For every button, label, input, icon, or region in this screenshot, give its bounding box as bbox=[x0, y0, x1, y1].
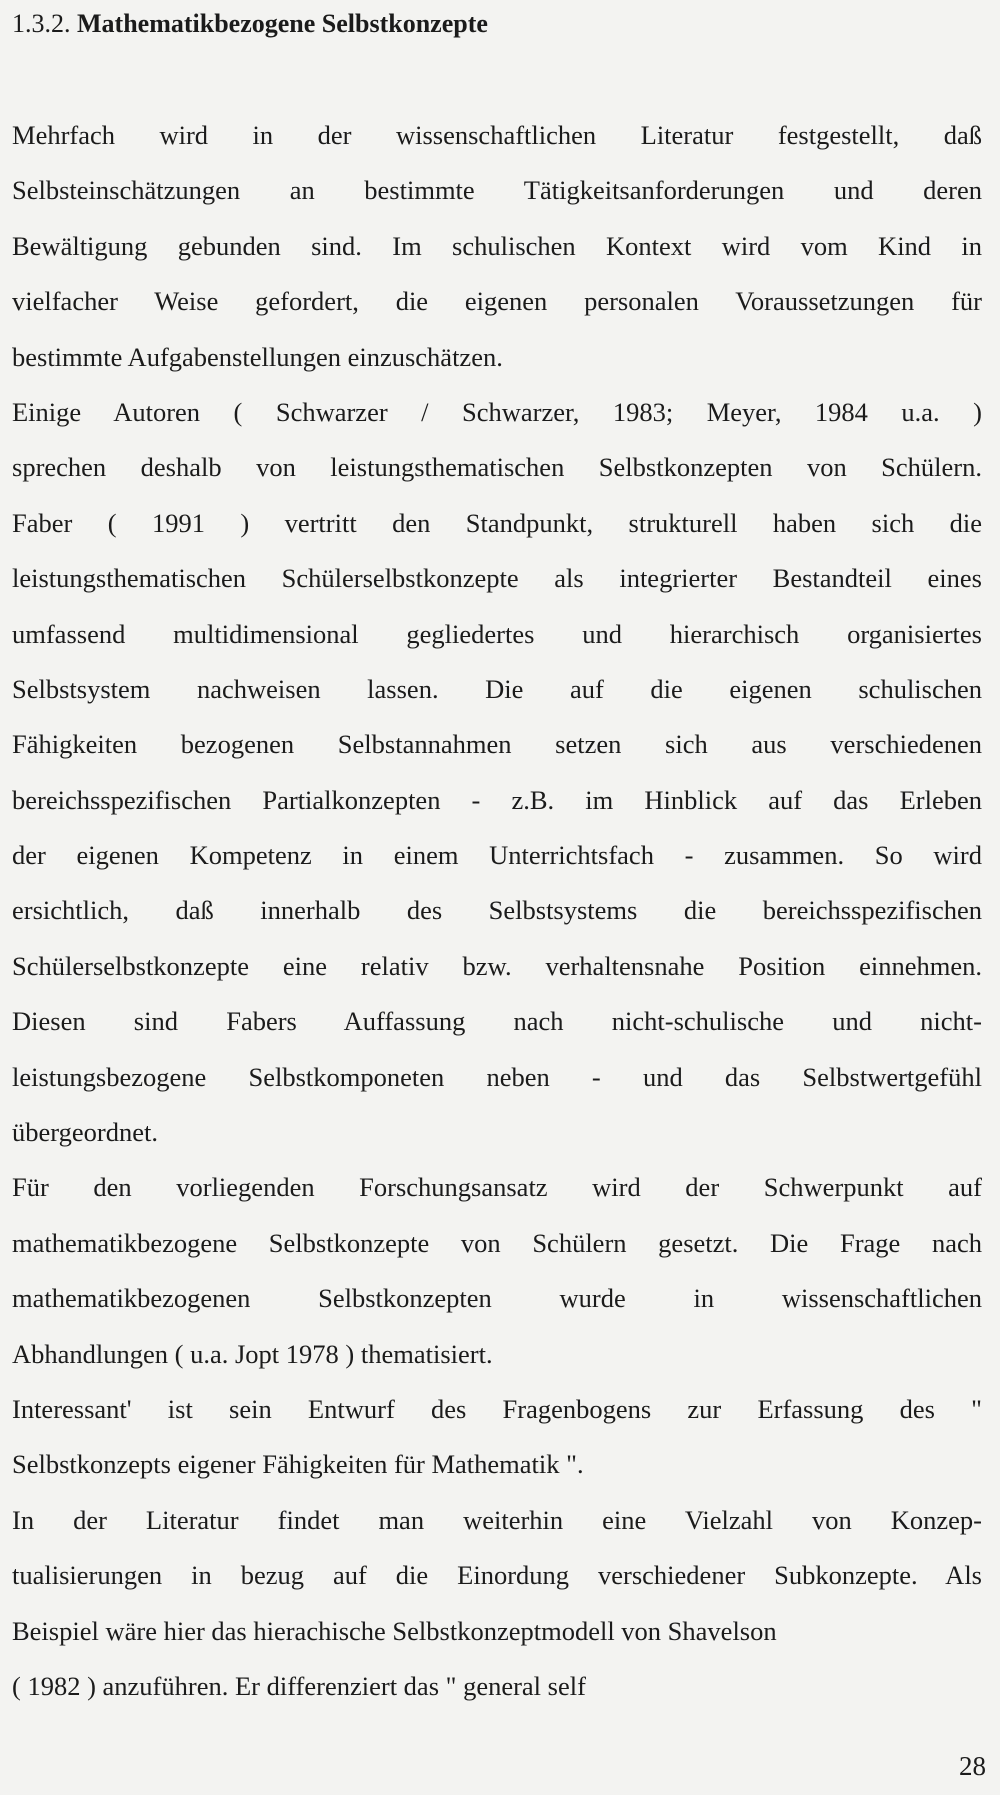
section-number: 1.3.2. bbox=[12, 9, 71, 38]
section-heading bbox=[12, 6, 488, 42]
section-title: Mathematikbezogene Selbstkonzepte bbox=[77, 9, 488, 38]
text-line: tualisierungen in bezug auf die Einordung verschiedener Subkonzepte. Als bbox=[12, 1560, 982, 1591]
text-line: sprechen deshalb von leistungsthematischen Selbstkonzepten von Schülern. bbox=[12, 452, 982, 483]
text-line: der eigenen Kompetenz in einem Unterrichtsfach - zusammen. So wird bbox=[12, 840, 982, 871]
text-line: leistungsbezogene Selbstkomponeten neben - und das Selbstwertgefühl bbox=[12, 1061, 982, 1092]
text-line: übergeordnet. bbox=[12, 1117, 158, 1148]
text-line: Einige Autoren ( Schwarzer / Schwarzer, 1983; Meyer, 1984 u.a. ) bbox=[12, 396, 982, 427]
text-line: bereichsspezifischen Partialkonzepten - z.B. im Hinblick auf das Erleben bbox=[12, 784, 982, 815]
text-line: Fähigkeiten bezogenen Selbstannahmen setzen sich aus verschiedenen bbox=[12, 729, 982, 760]
page-number: 28 bbox=[959, 1751, 986, 1781]
text-line: Schülerselbstkonzepte eine relativ bzw. verhaltensnahe Position einnehmen. bbox=[12, 950, 982, 981]
text-line: ( 1982 ) anzuführen. Er differenziert das " general self bbox=[12, 1670, 586, 1701]
text-line: In der Literatur findet man weiterhin eine Vielzahl von Konzep- bbox=[12, 1504, 982, 1535]
text-line: Bewältigung gebunden sind. Im schulischen Kontext wird vom Kind in bbox=[12, 230, 982, 261]
text-line: leistungsthematischen Schülerselbstkonzepte als integrierter Bestandteil eines bbox=[12, 563, 982, 594]
text-line: mathematikbezogenen Selbstkonzepten wurde in wissenschaftlichen bbox=[12, 1283, 982, 1314]
text-line: bestimmte Aufgabenstellungen einzuschätzen. bbox=[12, 341, 503, 372]
text-line: Faber ( 1991 ) vertritt den Standpunkt, strukturell haben sich die bbox=[12, 507, 982, 538]
text-line: Diesen sind Fabers Auffassung nach nicht-schulische und nicht- bbox=[12, 1006, 982, 1037]
text-line: mathematikbezogene Selbstkonzepte von Schülern gesetzt. Die Frage nach bbox=[12, 1227, 982, 1258]
text-line: ersichtlich, daß innerhalb des Selbstsystems die bereichsspezifischen bbox=[12, 895, 982, 926]
text-line: Für den vorliegenden Forschungsansatz wird der Schwerpunkt auf bbox=[12, 1172, 982, 1203]
text-line: Mehrfach wird in der wissenschaftlichen Literatur festgestellt, daß bbox=[12, 120, 982, 150]
text-line: Interessant' ist sein Entwurf des Fragenbogens zur Erfassung des " bbox=[12, 1393, 982, 1424]
text-line: Selbsteinschätzungen an bestimmte Tätigkeitsanforderungen und deren bbox=[12, 175, 982, 206]
text-line: Abhandlungen ( u.a. Jopt 1978 ) thematisiert. bbox=[12, 1338, 493, 1369]
text-line: umfassend multidimensional gegliedertes und hierarchisch organisiertes bbox=[12, 618, 982, 649]
text-line: Selbstkonzepts eigener Fähigkeiten für Mathematik ". bbox=[12, 1449, 584, 1480]
text-line: vielfacher Weise gefordert, die eigenen personalen Voraussetzungen für bbox=[12, 286, 982, 317]
text-line: Selbstsystem nachweisen lassen. Die auf die eigenen schulischen bbox=[12, 673, 982, 704]
text-line: Beispiel wäre hier das hierachische Selbstkonzeptmodell von Shavelson bbox=[12, 1615, 777, 1646]
body-text bbox=[12, 108, 982, 1714]
